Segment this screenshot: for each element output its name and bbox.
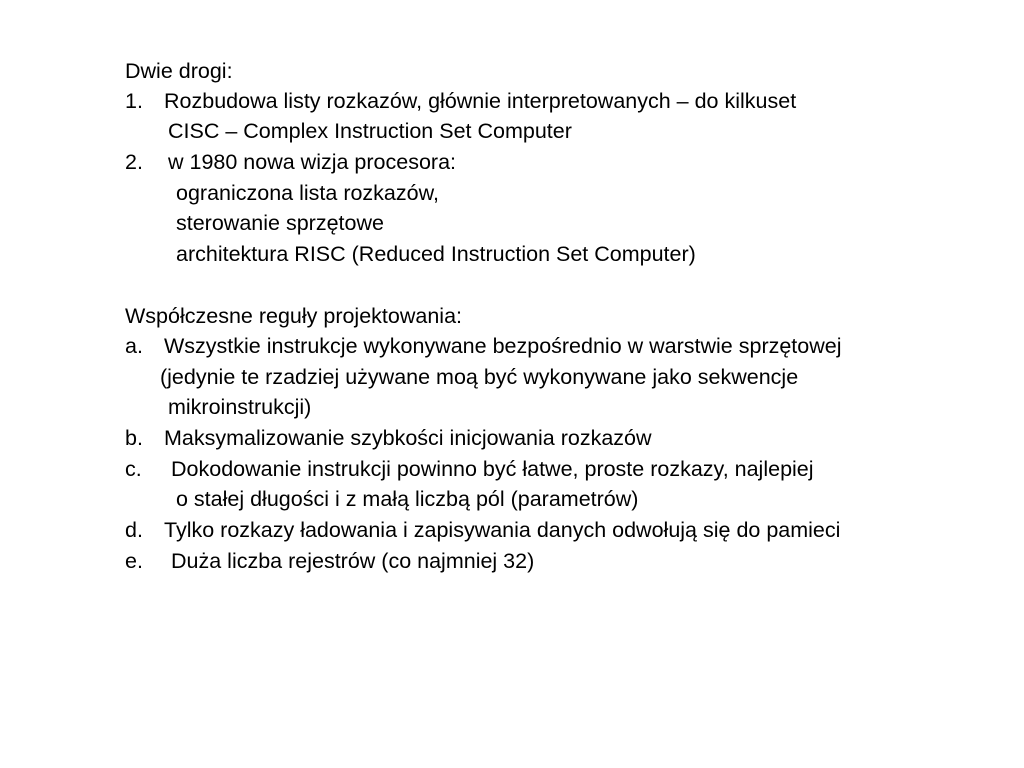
item-e-marker: e.: [125, 549, 143, 573]
item-b-marker: b.: [125, 426, 143, 450]
item-b-line1: Maksymalizowanie szybkości inicjowania rozkazów: [164, 426, 652, 450]
item2-line2: ograniczona lista rozkazów,: [176, 181, 439, 205]
section1-heading: Dwie drogi:: [125, 59, 233, 83]
item2-line4: architektura RISC (Reduced Instruction Set Computer): [176, 242, 696, 266]
item-e-line1: Duża liczba rejestrów (co najmniej 32): [171, 549, 535, 573]
item1-line2: CISC – Complex Instruction Set Computer: [168, 119, 572, 143]
item1-marker: 1.: [125, 89, 143, 113]
item-a-marker: a.: [125, 334, 143, 358]
item-c-line2: o stałej długości i z małą liczbą pól (parametrów): [176, 487, 639, 511]
item-c-marker: c.: [125, 457, 142, 481]
section2-heading: Współczesne reguły projektowania:: [125, 304, 462, 328]
item2-line1: w 1980 nowa wizja procesora:: [168, 150, 457, 174]
item-c-line1: Dokodowanie instrukcji powinno być łatwe, proste rozkazy, najlepiej: [171, 457, 814, 481]
item-a-line3: mikroinstrukcji): [168, 395, 312, 419]
item-a-line2: (jedynie te rzadziej używane moą być wykonywane jako sekwencje: [160, 365, 799, 389]
item1-line1: Rozbudowa listy rozkazów, głównie interpretowanych – do kilkuset: [164, 89, 797, 113]
item-d-marker: d.: [125, 518, 143, 542]
item2-marker: 2.: [125, 150, 143, 174]
item-a-line1: Wszystkie instrukcje wykonywane bezpośrednio w warstwie sprzętowej: [164, 334, 842, 358]
item-d-line1: Tylko rozkazy ładowania i zapisywania danych odwołują się do pamieci: [164, 518, 841, 542]
item2-line3: sterowanie sprzętowe: [176, 211, 384, 235]
